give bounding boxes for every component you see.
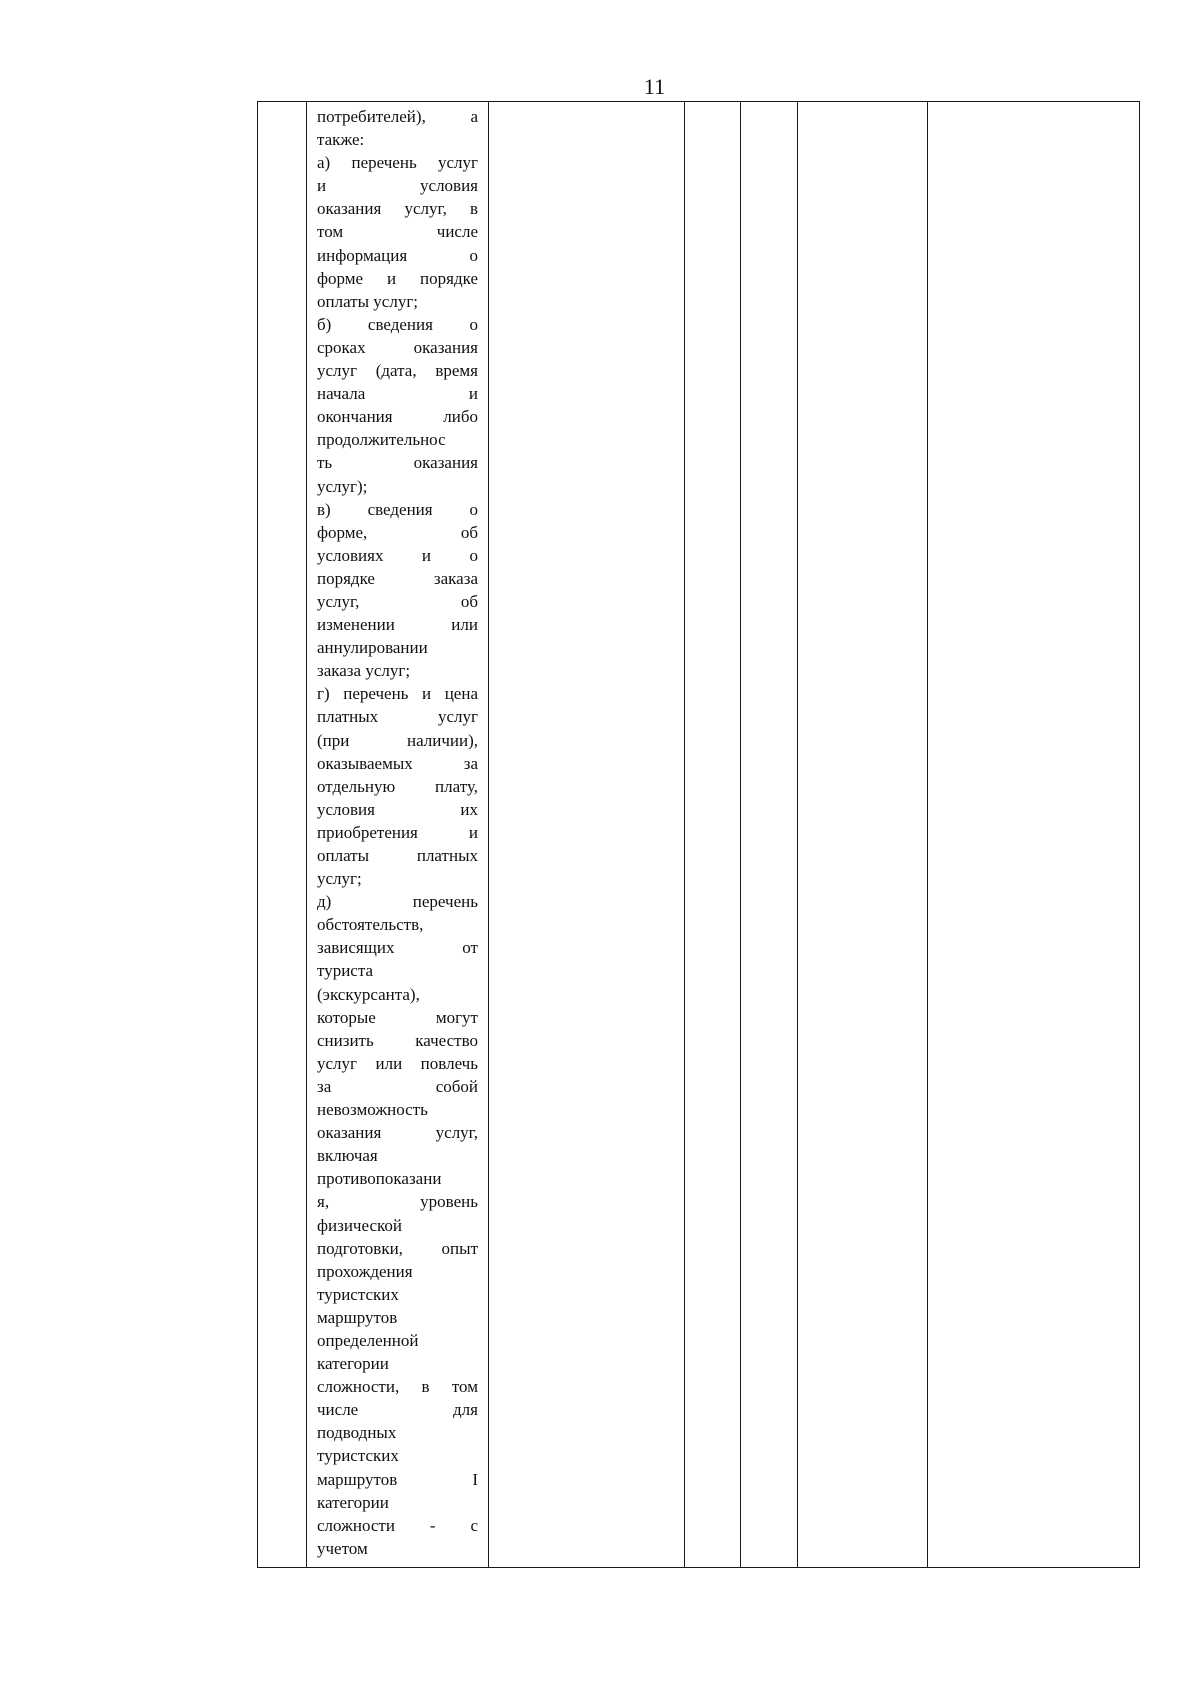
text-line: окончания либо bbox=[317, 407, 478, 427]
text-line: маршрутов bbox=[317, 1307, 398, 1327]
text-line: условия их bbox=[317, 799, 478, 819]
text-line: категории bbox=[317, 1492, 389, 1512]
text-line: б) сведения о bbox=[317, 314, 478, 334]
text-line: изменении или bbox=[317, 615, 478, 635]
text-line: сложности, в том bbox=[317, 1377, 478, 1397]
text-line: включая bbox=[317, 1146, 378, 1166]
text-line: порядке заказа bbox=[317, 568, 478, 588]
text-line: заказа услуг; bbox=[317, 661, 411, 681]
page-number: 11 bbox=[643, 74, 666, 99]
text-line: потребителей), а bbox=[317, 107, 478, 126]
text-line: маршрутов I bbox=[317, 1469, 478, 1489]
text-line: платных услуг bbox=[317, 707, 478, 727]
text-line: а) перечень услуг bbox=[317, 153, 478, 173]
text-line: туриста bbox=[317, 961, 374, 981]
document-table bbox=[257, 101, 1140, 1568]
text-line: за собой bbox=[317, 1076, 478, 1096]
table-cell-6 bbox=[798, 102, 928, 1568]
text-line: невозможность bbox=[317, 1100, 428, 1120]
text-line: и условия bbox=[317, 176, 478, 196]
text-line: туристских bbox=[317, 1446, 399, 1466]
text-line: услуг (дата, время bbox=[317, 361, 478, 381]
table-cell-4 bbox=[685, 102, 741, 1568]
table-cell-3 bbox=[489, 102, 685, 1568]
text-line: зависящих от bbox=[317, 938, 478, 958]
text-line: (экскурсанта), bbox=[317, 984, 420, 1004]
text-line: я, уровень bbox=[317, 1192, 478, 1212]
text-line: также: bbox=[317, 130, 365, 150]
text-line: г) перечень и цена bbox=[317, 684, 478, 704]
text-line: оплаты платных bbox=[317, 846, 478, 865]
text-line: приобретения и bbox=[317, 822, 478, 842]
text-line: ть оказания bbox=[317, 453, 478, 473]
text-line: оказания услуг, в bbox=[317, 199, 478, 219]
text-line: учетом bbox=[317, 1538, 368, 1558]
text-line: том числе bbox=[317, 222, 478, 242]
text-line: начала и bbox=[317, 384, 478, 404]
text-line: физической bbox=[317, 1215, 402, 1235]
text-line: отдельную плату, bbox=[317, 776, 478, 796]
text-line: в) сведения о bbox=[317, 499, 478, 519]
text-line: условиях и о bbox=[317, 545, 478, 565]
text-line: сроках оказания bbox=[317, 337, 478, 357]
text-line: категории bbox=[317, 1354, 389, 1374]
text-line: аннулировании bbox=[317, 638, 428, 658]
text-line: противопоказани bbox=[317, 1169, 442, 1189]
text-line: оказания услуг, bbox=[317, 1123, 478, 1143]
table-cell-7 bbox=[928, 102, 1140, 1568]
text-line: определенной bbox=[317, 1330, 419, 1350]
text-line: числе для bbox=[317, 1400, 478, 1420]
text-line: услуг или повлечь bbox=[317, 1053, 478, 1073]
text-line: (при наличии), bbox=[317, 730, 478, 750]
text-line: д) перечень bbox=[317, 892, 478, 912]
table-cell-number bbox=[258, 102, 307, 1568]
text-line: сложности - с bbox=[317, 1515, 478, 1535]
text-line: услуг, об bbox=[317, 591, 478, 611]
requirements-text bbox=[307, 102, 488, 1560]
text-line: информация о bbox=[317, 245, 478, 265]
table-row bbox=[258, 102, 1140, 1568]
text-line: подготовки, опыт bbox=[317, 1238, 478, 1258]
text-line: прохождения bbox=[317, 1261, 413, 1281]
text-line: подводных bbox=[317, 1423, 397, 1443]
text-line: обстоятельств, bbox=[317, 915, 424, 935]
text-line: услуг); bbox=[317, 476, 368, 496]
text-line: форме и порядке bbox=[317, 268, 478, 288]
text-line: продолжительнос bbox=[317, 430, 446, 450]
text-line: оплаты услуг; bbox=[317, 291, 419, 311]
table-cell-requirements bbox=[307, 102, 489, 1568]
text-line: форме, об bbox=[317, 522, 478, 542]
text-line: туристских bbox=[317, 1284, 399, 1304]
text-line: снизить качество bbox=[317, 1030, 478, 1050]
text-line: услуг; bbox=[317, 869, 362, 889]
text-line: оказываемых за bbox=[317, 753, 478, 773]
text-line: которые могут bbox=[317, 1007, 478, 1027]
table-cell-5 bbox=[741, 102, 798, 1568]
